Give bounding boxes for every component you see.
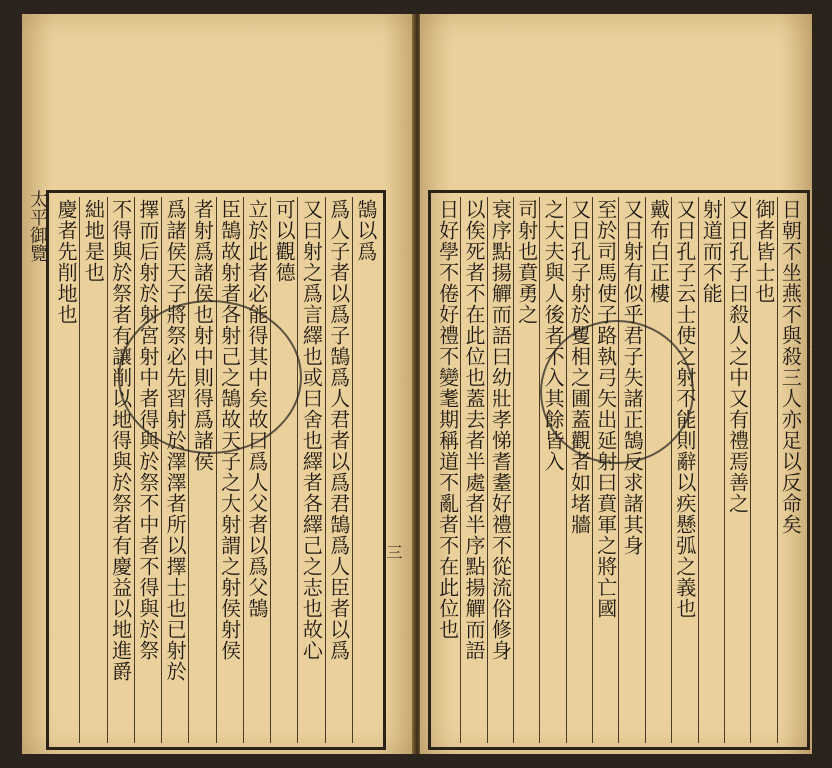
right-page-column — [671, 197, 697, 743]
left-page-column — [270, 197, 297, 743]
right-page-column — [435, 197, 460, 743]
right-page-column — [566, 197, 592, 743]
left-page-column — [79, 197, 106, 743]
right-page-column-text: 又日射有似乎君子失諸正鵠反求諸其身 — [620, 199, 645, 556]
right-page-column-text: 又日孔子射於矍相之圃蓋觀者如堵牆 — [567, 199, 592, 535]
left-page-column-text: 擇而后射於射宮射中者得與於祭不中者不得與於祭 — [135, 199, 160, 661]
left-page-column-text: 又曰射之爲言繹也或曰舍也繹者各繹己之志也故心 — [299, 199, 324, 661]
right-page-column — [460, 197, 486, 743]
left-page-column — [107, 197, 134, 743]
left-page-column-text: 爲人子者以爲子鵠爲人君者以爲君鵠爲人臣者以爲 — [326, 199, 351, 661]
right-page-column-text: 日好學不倦好禮不變耄期稱道不亂者不在此位也 — [435, 199, 460, 640]
right-text-columns — [435, 197, 803, 743]
right-page-column-text: 又日孔子云士使之射不能則辭以疾懸弧之義也 — [672, 199, 697, 619]
right-page-column — [698, 197, 724, 743]
left-page-column-text: 爲諸侯天子將祭必先習射於澤澤者所以擇士也已射於 — [163, 199, 188, 682]
left-page-column-text: 慶者先削地也 — [54, 199, 79, 325]
right-text-frame — [428, 190, 810, 750]
left-margin-title: 太平御覽 — [27, 190, 48, 262]
left-page-column — [325, 197, 352, 743]
left-page-column-text: 不得與於祭者有讓削以地得與於祭者有慶益以地進爵 — [108, 199, 133, 682]
left-page-column — [53, 197, 79, 743]
right-page-column-text: 以俟死者不在此位也蓋去者半處者半序點揚觶而語 — [462, 199, 486, 661]
left-page-column-text: 鵠以爲 — [353, 199, 378, 262]
left-page-column — [134, 197, 161, 743]
left-page-column-text: 者射爲諸侯也射中則得爲諸侯 — [190, 199, 215, 472]
right-page-column — [618, 197, 644, 743]
left-page-column — [161, 197, 188, 743]
right-page-column-text: 至於司馬使子路執弓矢出延射曰賁軍之將亡國 — [593, 199, 618, 619]
right-page-column — [750, 197, 776, 743]
right-page-column — [539, 197, 565, 743]
right-margin-title: 太平御覽 — [809, 190, 830, 262]
left-text-frame — [46, 190, 386, 750]
handwritten-loop-mark — [540, 320, 694, 464]
right-page-column — [513, 197, 539, 743]
left-page-column-text: 臣鵠故射者各射己之鵠故天子之大射謂之射侯射侯 — [217, 199, 242, 661]
right-page-column — [777, 197, 803, 743]
right-page-column-text: 射道而不能 — [699, 199, 724, 304]
right-page-column — [645, 197, 671, 743]
right-page-column-text: 戴布白正樓 — [646, 199, 671, 304]
left-page-column — [243, 197, 270, 743]
left-page-column-text: 立於此者必能得其中矣故曰爲人父者以爲父鵠 — [244, 199, 269, 619]
right-page-column-text: 司射也賁勇之 — [514, 199, 539, 325]
right-page-column-text: 之大夫與人後者不入其餘皆入 — [541, 199, 566, 472]
left-page-column-text: 絀地是也 — [81, 199, 106, 283]
right-page-column — [592, 197, 618, 743]
left-page-column — [352, 197, 379, 743]
left-page-column — [216, 197, 243, 743]
left-margin-folio: 三 — [384, 544, 403, 560]
right-page-column-text: 衰序點揚觶而語曰幼壯孝悌耆耋好禮不從流俗修身 — [488, 199, 513, 661]
left-page-column-text: 可以觀德 — [272, 199, 297, 283]
left-page-column — [297, 197, 324, 743]
right-page-column-text: 御者皆士也 — [751, 199, 776, 304]
right-page-column — [724, 197, 750, 743]
handwritten-loop-mark — [118, 300, 302, 454]
right-page-column — [487, 197, 513, 743]
left-page-column — [188, 197, 215, 743]
left-text-columns — [53, 197, 379, 743]
right-margin-folio: 二 — [808, 334, 827, 350]
right-page-column-text: 日朝不坐燕不與殺三人亦足以反命矣 — [778, 199, 803, 535]
right-page-column-text: 又日孔子曰殺人之中又有禮焉善之 — [725, 199, 750, 514]
